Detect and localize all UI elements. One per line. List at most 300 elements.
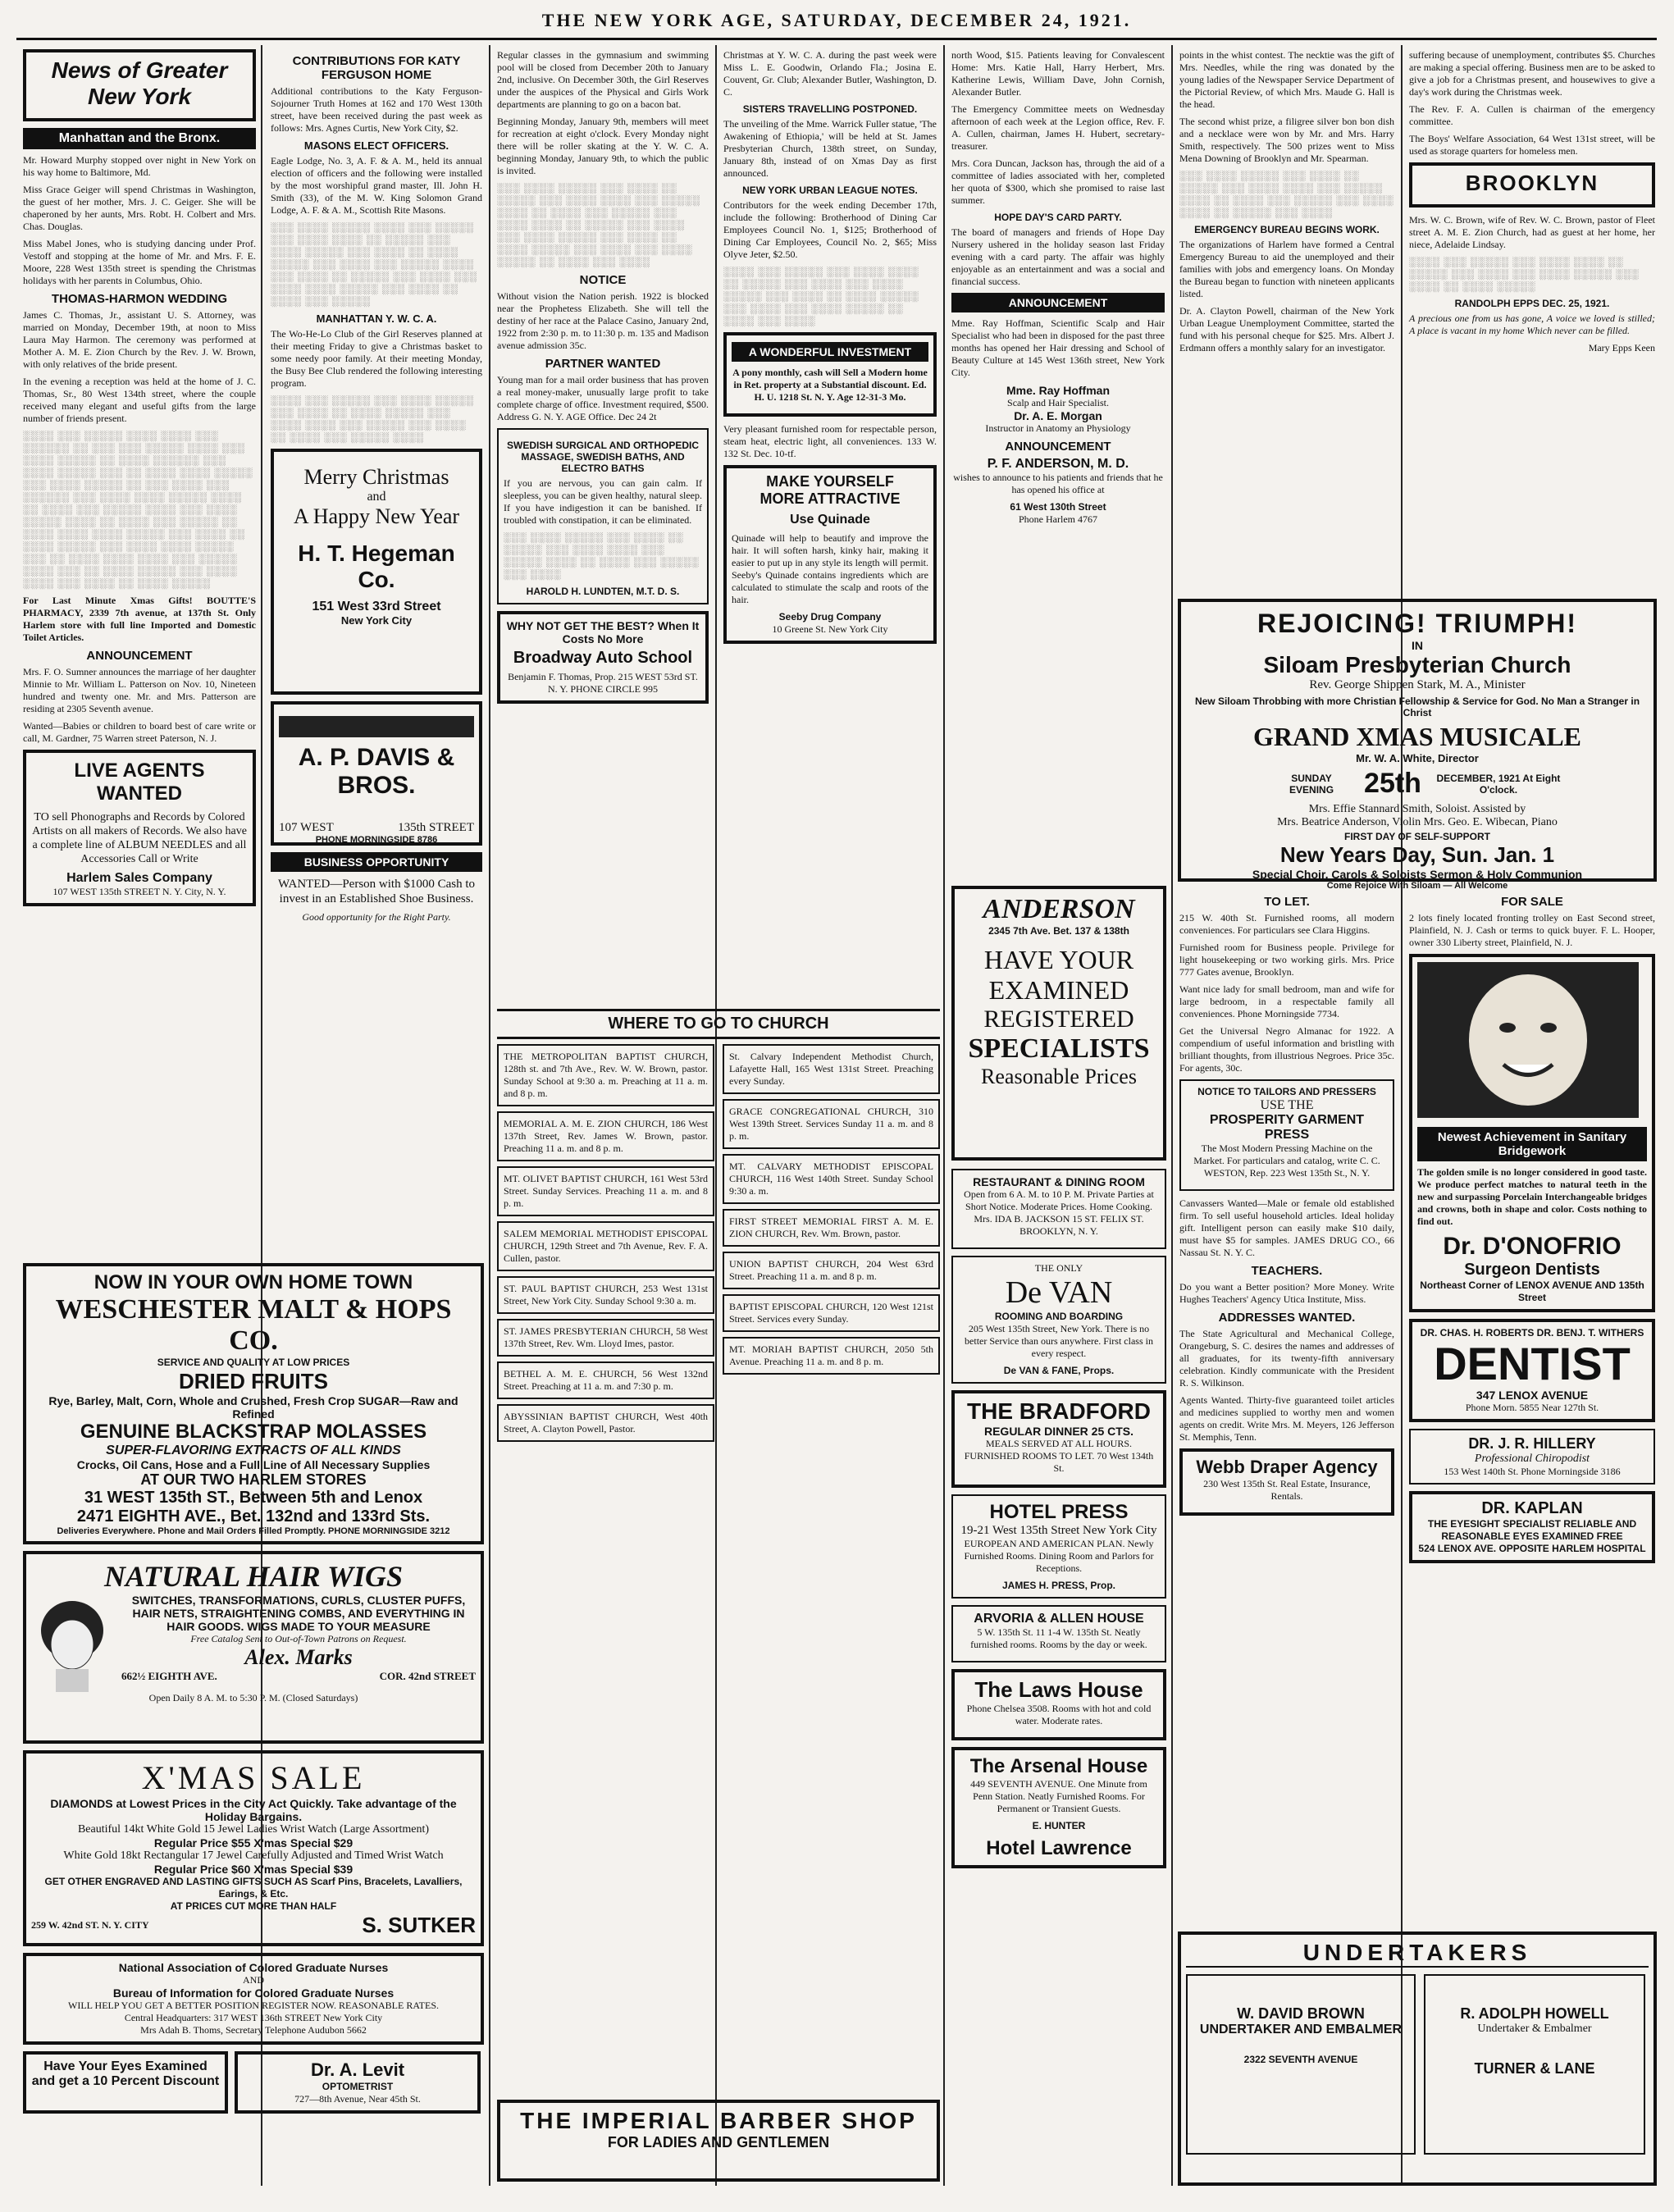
news-item: The Emergency Committee meets on Wednesday afternoon of each week at the Legion office, Rev. F. A. Cullen, chairman, James H. Hubert, secretary-treasurer. xyxy=(951,103,1165,152)
news-item: Miss Mabel Jones, who is studying dancing under Prof. Vestoff and stopping at the home of Mr. and Mrs. F. E. Moore, 228 West 135th street is spending the Christmas holidays with her parents in Columbus, Ohio. xyxy=(23,238,256,286)
illegible-text: ░░░░ ░░░ ░░░░░ ░░░ ░░░░ ░░░░ ░░ ░░░░░ ░░░ ░░░░ ░░░ ░░░░ ░░░░░ ░░░ ░░░░ ░░ ░░░░ ░░░░░ ░░░ ░░░░ ░░░ ░░░░ ░░░░░ ░░ ░░░░ ░░░ ░░░░ xyxy=(723,266,919,326)
ad-headline: MORE ATTRACTIVE xyxy=(759,490,901,507)
ad-body: 205 West 135th Street, New York. There is no better Service than ours anywhere. First class in every respect. xyxy=(965,1323,1153,1359)
ad-body: If you are nervous, you can gain calm. If sleepless, you can be given healthy, natural sleep. If you have indigestion it can be banished. If troubled with constipation, it can be eliminated. xyxy=(504,477,702,526)
ad-name: Mme. Ray Hoffman xyxy=(1006,384,1111,397)
wigs-ad-body-row xyxy=(31,1594,476,1692)
ad-company: Webb Draper Agency xyxy=(1196,1457,1378,1477)
ad-product: DRIED FRUITS xyxy=(179,1369,328,1393)
event-date-row xyxy=(1188,768,1647,800)
ad-props: JAMES H. PRESS, Prop. xyxy=(1001,1580,1116,1591)
column-6 xyxy=(1179,49,1394,591)
ad-headline: RESTAURANT & DINING ROOM xyxy=(973,1175,1145,1188)
ad-price: Regular Price $55 X'mas Special $29 xyxy=(153,1836,354,1849)
greeting-line: Merry Christmas xyxy=(303,465,449,489)
classified-ad: Canvassers Wanted—Male or female old established firm. To sell useful household articles. Ideal holiday gift. Intelligent person can easily make $10 daily, must have $5 for samples. JAMES DRUG CO., 66 Nassau St. N. Y. C. xyxy=(1179,1197,1394,1258)
ad-headline: X'MAS SALE xyxy=(141,1759,366,1796)
column-1 xyxy=(23,49,256,1251)
ad-company: THE BRADFORD xyxy=(967,1398,1151,1424)
directory-columns xyxy=(497,1044,940,1447)
ad-headline: MAKE YOURSELF xyxy=(766,473,894,490)
church-listing: BETHEL A. M. E. CHURCH, 56 West 132nd Street. Preaching at 11 a. m. and 7:30 p. m. xyxy=(497,1361,714,1399)
section-title: UNDERTAKERS xyxy=(1186,1940,1649,1968)
ad-company: De VAN xyxy=(1005,1275,1113,1310)
ad-headline: WHY NOT GET THE BEST? When It Costs No More xyxy=(506,619,700,645)
ad-company: ARVORIA & ALLEN HOUSE xyxy=(974,1612,1144,1626)
classified-ad: Do you want a Better position? More Money. Write Hughes Teachers' Agency Utica Institute, Miss. xyxy=(1179,1281,1394,1305)
ad-body: AT OUR TWO HARLEM STORES xyxy=(140,1471,367,1488)
ad-body: Phone Chelsea 3508. Rooms with hot and cold water. Moderate rates. xyxy=(966,1703,1152,1726)
classified-ad: 215 W. 40th St. Furnished rooms, all modern conveniences. For particulars see Clara Higgins. xyxy=(1179,912,1394,936)
ad-company: The Arsenal House xyxy=(969,1755,1148,1777)
section-banner xyxy=(1409,162,1655,208)
news-item: Eagle Lodge, No. 3, A. F. & A. M., held its annual election of officers and the following were installed by the most worshipful grand master, Ill. John H. Smith (33), of the M. W. King Solomon Grand Lodge, A. F. & A. M., Scottish Rite Masons. xyxy=(271,155,482,216)
church-listing: GRACE CONGREGATIONAL CHURCH, 310 West 139th Street. Services Sunday 11 a. m. and 8 p. m. xyxy=(723,1099,940,1149)
ad-text: FIRST DAY OF SELF-SUPPORT xyxy=(1343,831,1491,842)
column-5 xyxy=(951,49,1165,615)
dentist-roberts-ad xyxy=(1409,1319,1655,1422)
illegible-text: ░░░ ░░░░ ░░░░░ ░░░░ ░░░ ░░░░░ ░░░ ░░░░ ░░░░ ░░ ░░░░░ ░░░ ░░░░ ░░░░░ ░░░ ░░░░ ░░ ░░░░ ░░░░░ ░░░ ░░░░ ░░░ ░░░░░ ░░░░ ░░░ ░░░░ ░░ ░░░░░ ░░░ ░░░░ ░░░ ░░░░ ░░░░ ░░░░░ ░░░ ░░░░ ░░ ░░░░ ░░░ ░░░░░ xyxy=(271,221,478,307)
ad-address: New York City xyxy=(340,614,413,627)
ad-address-row xyxy=(279,821,474,835)
masthead-rule xyxy=(16,38,1657,40)
column-4 xyxy=(723,49,937,951)
levit-ad xyxy=(235,2051,481,2114)
ad-tagline: New Siloam Throbbing with more Christian Fellowship & Service for God. No Man a Stranger in Christ xyxy=(1194,696,1640,718)
ad-address: 2471 EIGHTH AVE., Bet. 132nd and 133rd Sts. xyxy=(76,1507,431,1526)
anderson-optical-ad xyxy=(951,886,1166,1161)
ad-tagline: SERVICE AND QUALITY AT LOW PRICES xyxy=(157,1357,350,1368)
illegible-text: ░░░ ░░░░ ░░░░░ ░░░ ░░░░ ░░ ░░░░░ ░░░ ░░░░ ░░░░ ░░░ ░░░░░ ░░░░ ░░ ░░░░ ░░░ ░░░░░ ░░░ ░░░░ xyxy=(504,531,700,580)
ad-company: Dr. D'ONOFRIO xyxy=(1443,1233,1622,1260)
laws-house-ad xyxy=(951,1669,1166,1740)
article-headline: RANDOLPH EPPS DEC. 25, 1921. xyxy=(1454,298,1610,309)
event-title: New Years Day, Sun. Jan. 1 xyxy=(1279,842,1555,867)
church-listing: MT. CALVARY METHODIST EPISCOPAL CHURCH, 116 West 140th Street. Sunday School 9:30 a. m. xyxy=(723,1154,940,1204)
ad-phone: PHONE MORNINGSIDE 8786 xyxy=(315,835,438,845)
ad-headline: Newest Achievement in Sanitary Bridgework xyxy=(1417,1127,1647,1161)
column-6-lower xyxy=(1179,890,1394,1923)
ad-address: 524 LENOX AVE. OPPOSITE HARLEM HOSPITAL xyxy=(1418,1543,1646,1554)
ad-company: Hotel Lawrence xyxy=(986,1837,1132,1859)
ad-line: Reasonable Prices xyxy=(981,1065,1137,1088)
classified-ad: Get the Universal Negro Almanac for 1922. A compendium of useful information and bristling with brilliant thoughts, from illustrious Negroes. Price 35c. For agents, 30c. xyxy=(1179,1025,1394,1074)
swedish-massage-ad xyxy=(497,428,709,604)
ad-company: H. T. Hegeman Co. xyxy=(298,540,455,592)
column-rule xyxy=(489,45,490,2186)
ad-address: Central Headquarters: 317 WEST 136th STREET New York City xyxy=(124,2012,383,2023)
column-3 xyxy=(497,49,709,1001)
article-headline: ANNOUNCEMENT xyxy=(86,649,193,663)
ad-subtitle: Surgeon Dentists xyxy=(1464,1261,1600,1279)
ad-hours: Open Daily 8 A. M. to 5:30 P. M. (Closed Saturdays) xyxy=(148,1692,358,1703)
church-listing: ST. PAUL BAPTIST CHURCH, 253 West 131st Street, New York City. Sunday School 9:30 a. m. xyxy=(497,1276,714,1314)
kaplan-ad xyxy=(1409,1491,1655,1563)
ad-company: W. DAVID BROWN xyxy=(1237,2005,1365,2022)
ad-props: De VAN & FANE, Props. xyxy=(1003,1365,1115,1376)
siloam-church-ad xyxy=(1178,599,1657,891)
ad-subtitle: DIAMONDS at Lowest Prices in the City Act Quickly. Take advantage of the Holiday Bargains. xyxy=(50,1797,457,1823)
church-listing: St. Calvary Independent Methodist Church, Lafayette Hall, 165 West 131st Street. Preaching every Sunday. xyxy=(723,1044,940,1094)
ad-address: 19-21 West 135th Street New York City xyxy=(960,1524,1157,1537)
article-headline: CONTRIBUTIONS FOR KATY FERGUSON HOME xyxy=(292,54,461,82)
news-item: Christmas at Y. W. C. A. during the past week were Miss L. E. Goodwin, Orlando Fla.; Josina E. Couvent, Gr. Club; Alexander Butler, Washington, D. C. xyxy=(723,49,937,98)
ad-subtitle: REGULAR DINNER 25 CTS. xyxy=(983,1425,1134,1438)
ad-body: The golden smile is no longer considered in good taste. We produce perfect matches to natural teeth in the new and surpassing Porcelain Interchangeable bridges and crowns, both in shape and color. Costs nothing to find out. xyxy=(1417,1166,1647,1227)
ad-address: 135th STREET xyxy=(398,821,474,834)
wigs-ad xyxy=(23,1551,484,1744)
ad-address: 347 LENOX AVENUE xyxy=(1476,1389,1589,1402)
ad-text: USE THE xyxy=(1260,1098,1314,1112)
news-item: Regular classes in the gymnasium and swimming pool will be closed from December 20th to January 2nd, inclusive. On December 30th, the Girl Reserves under the auspices of the Physical and Girls Work departments are planning to go on a bacon bat. xyxy=(497,49,709,110)
news-item: suffering because of unemployment, contributes $5. Churches are making a special offering. Business men are to be asked to give a job for a Christmas present, and housewives to give a day's work during the Christmas week. xyxy=(1409,49,1655,98)
ad-address: 151 West 33rd Street xyxy=(312,600,441,613)
classified-ad: Agents Wanted. Thirty-five guaranteed toilet articles and medicines supplied to worthy men and women agents on credit. Write Mrs. M. Meyers, 126 Jefferson St. Memphis, Tenn. xyxy=(1179,1394,1394,1443)
column-5-lower xyxy=(951,1169,1166,2186)
news-item: In the evening a reception was held at the home of J. C. Thomas, Sr., 80 West 134th street, where the couple received many elegant and useful gifts from the large number of friends present. xyxy=(23,376,256,424)
article-headline: ADDRESSES WANTED. xyxy=(1218,1311,1356,1325)
ad-company: Seeby Drug Company xyxy=(778,611,882,623)
news-item: The Wo-He-Lo Club of the Girl Reserves planned at their meeting Friday to give a Christmas basket to some needy poor family. At their meeting Monday, the Busy Bee Club rendered the following interesting program. xyxy=(271,328,482,389)
article-headline: ANNOUNCEMENT xyxy=(1005,440,1111,454)
ad-headline: NATURAL HAIR WIGS xyxy=(103,1560,404,1593)
church-listing: ABYSSINIAN BAPTIST CHURCH, West 40th Street, A. Clayton Powell, Pastor. xyxy=(497,1404,714,1442)
ad-headline: NOTICE TO TAILORS AND PRESSERS xyxy=(1197,1086,1376,1097)
column-rule xyxy=(1401,45,1403,2186)
ad-headline: NOW IN YOUR OWN HOME TOWN xyxy=(94,1271,413,1293)
ad-body: MEALS SERVED AT ALL HOURS. FURNISHED ROOMS TO LET. 70 West 134th St. xyxy=(964,1438,1154,1474)
ad-company: Harlem Sales Company xyxy=(66,871,212,885)
ad-address: 31 WEST 135th ST., Between 5th and Lenox xyxy=(84,1489,423,1507)
ad-body: The Most Modern Pressing Machine on the Market. For particulars and catalog, write C. C. WESTON, Rep. 223 West 135th St., N. Y. xyxy=(1193,1142,1380,1179)
ad-company: S. SUTKER xyxy=(362,1913,476,1937)
ad-headline: LIVE AGENTS WANTED xyxy=(74,759,205,805)
article-headline: EMERGENCY BUREAU BEGINS WORK. xyxy=(1194,224,1380,235)
news-item: Dr. A. Clayton Powell, chairman of the New York Urban League Unemployment Committee, started the fund with his personal cheque for $25. Mrs. Albert J. Erdmann offers a monthly salary for an investigator. xyxy=(1179,305,1394,353)
church-listing: MEMORIAL A. M. E. ZION CHURCH, 186 West 137th Street, Rev. James W. Brown, pastor. Preaching 11 a. m. and 8 p. m. xyxy=(497,1111,714,1161)
classified-ad: 2 lots finely located fronting trolley on East Second street, Plainfield, N. J. Cash or terms to quick buyer. F. L. Hooper, owner 330 Liberty street, Plainfield, N. J. xyxy=(1409,912,1655,948)
column-2 xyxy=(271,49,482,1165)
ad-line: SPECIALISTS xyxy=(968,1033,1150,1064)
church-listing: BAPTIST EPISCOPAL CHURCH, 120 West 121st Street. Services every Sunday. xyxy=(723,1294,940,1332)
article-headline: HOPE DAY'S CARD PARTY. xyxy=(994,212,1122,223)
section-title: News of Greater New York xyxy=(51,57,228,109)
imperial-barber-ad xyxy=(497,2100,940,2182)
church-listing: MT. MORIAH BAPTIST CHURCH, 2050 5th Avenue. Preaching 11 a. m. and 8 p. m. xyxy=(723,1337,940,1375)
classified-ad: Very pleasant furnished room for respectable person, steam heat, electric light, all conveniences. 133 W. 132 St. Dec. 10-tf. xyxy=(723,423,937,459)
ad-address: 107 WEST xyxy=(279,821,334,834)
ad-text: AND xyxy=(243,1974,264,1986)
notice-body: Without vision the Nation perish. 1922 is blocked near the Prophetess Elizabeth. She will tell the destiny of her race at the Palace Casino, January 2nd, 1922 from 2:30 p. m. to 11:30 p. m. 135 and Madison avenue admission 35c. xyxy=(497,290,709,351)
ad-company: DR. KAPLAN xyxy=(1481,1499,1583,1517)
ad-address: 2345 7th Ave. Bet. 137 & 138th xyxy=(988,925,1129,937)
poem-signature: Mary Epps Keen xyxy=(1588,342,1655,353)
directory-title: WHERE TO GO TO CHURCH xyxy=(497,1009,940,1039)
news-item: The second whist prize, a filigree silver bon bon dish and a necklace were won by Mr. and Mrs. Harry Smith, respectively. The 500 prizes went to Miss Mena Downing of Brooklyn and Mr. Spearman. xyxy=(1179,116,1394,164)
quinade-ad xyxy=(723,465,937,644)
news-item: Beginning Monday, January 9th, members will meet for recreation at eight o'clock. Every Monday night there will be roller skating at the Y. W. C. A. beginning Monday, January 9th, to which the public is invited. xyxy=(497,116,709,176)
ad-subtitle: OPTOMETRIST xyxy=(322,2081,394,2092)
ad-company: Alex. Marks xyxy=(244,1645,353,1669)
church-name: Siloam Presbyterian Church xyxy=(1263,652,1571,677)
ad-body: EUROPEAN AND AMERICAN PLAN. Newly Furnished Rooms. Dining Room and Parlors for Receptions. xyxy=(964,1538,1154,1574)
ad-headline: National Association of Colored Graduate Nurses xyxy=(118,1961,389,1974)
decorative-banner xyxy=(279,716,474,737)
ad-body: TO sell Phonographs and Records by Colored Artists on all makers of Records. We also have a complete line of ALBUM NEEDLES and all Accessories Call or Write xyxy=(32,811,247,865)
classified-ad: Furnished room for Business people. Privilege for light housekeeping or two working girls. Mrs. Price 777 Gates avenue, Brooklyn. xyxy=(1179,942,1394,978)
ad-body: Deliveries Everywhere. Phone and Mail Orders Filled Promptly. PHONE MORNINGSIDE 3212 xyxy=(57,1526,450,1536)
dentist-ad xyxy=(1409,954,1655,1312)
bottom-left-ads xyxy=(23,1263,484,2186)
ad-price: Regular Price $60 X'mas Special $39 xyxy=(153,1863,354,1876)
ad-body: AT PRICES CUT MORE THAN HALF xyxy=(170,1900,337,1912)
ad-address: 2322 SEVENTH AVENUE xyxy=(1243,2054,1358,2065)
section-banner xyxy=(23,49,256,121)
dentist-portrait-illustration xyxy=(1417,962,1639,1118)
church-listing: MT. OLIVET BAPTIST CHURCH, 161 West 53rd Street. Sunday Services. Preaching 11 a. m. and 8 p. m. xyxy=(497,1166,714,1216)
news-item: The unveiling of the Mme. Warrick Fuller statue, 'The Awakening of Ethiopia,' will be held at St. James Presbyterian Church, 138th street, on Sunday, January 8th, instead of on Xmas Day as first announced. xyxy=(723,118,937,179)
ad-address: Benjamin F. Thomas, Prop. 215 WEST 53rd ST. N. Y. PHONE CIRCLE 995 xyxy=(508,671,698,695)
illegible-text: ░░░ ░░░░ ░░░░░ ░░░ ░░░░ ░░ ░░░░░ ░░░ ░░░░ ░░░░ ░░░ ░░░░░ ░░░░ ░░ ░░░░ ░░░ ░░░░░ ░░░ ░░░░ ░░░░ ░░ ░░░░░ ░░░ ░░░░ xyxy=(1179,170,1394,218)
ad-address: 662½ EIGHTH AVE. xyxy=(121,1670,217,1682)
webb-agency-ad xyxy=(1179,1448,1394,1516)
illegible-text: ░░░░ ░░░ ░░░░░ ░░░ ░░░░ ░░░░░ ░░░ ░░░░ ░░ ░░░░ ░░░░░ ░░░ ░░░░ ░░░░ ░░░ ░░░░░ ░░░ ░░░░ ░░ ░░░░ ░░░ ░░░░░ ░░░░ xyxy=(271,395,475,443)
news-item: Mrs. F. O. Sumner announces the marriage of her daughter Minnie to Mr. William L. Patterson on Nov. 10, Nineteen hundred and twenty one. Mr. and Mrs. Patterson are residing at 2305 Seventh avenue. xyxy=(23,666,256,714)
ad-subtitle: THE EYESIGHT SPECIALIST RELIABLE AND REASONABLE EYES EXAMINED FREE xyxy=(1427,1518,1637,1542)
ad-text: Come Rejoice With Siloam — All Welcome xyxy=(1326,881,1508,891)
ad-item: White Gold 18kt Rectangular 17 Jewel Carefully Adjusted and Timed Wrist Watch xyxy=(63,1849,444,1862)
greeting-line: A Happy New Year xyxy=(293,504,460,528)
illegible-text: ░░░░ ░░░ ░░░░░ ░░░░ ░░░░ ░░░ ░░░░░░ ░░ ░░░ ░░░ ░░░░░ ░░░░ ░░░ ░░░░ ░░░░░ ░░ ░░░░ ░░░░░░ ░░░ ░░░░ ░░░░░ ░░░ ░░ ░░░░ ░░░░ ░░░░░ ░░░ ░░░░ ░░░░░ ░░ ░░░ ░░░░ ░░░ ░░░░░░ ░░░ ░░░░ ░░░░ ░░░░░ ░░░░ ░░ ░░░░ ░░░ ░░░░░ ░░░░ ░░░ ░░░░ ░░░░░ ░░░░ ░░ ░░░░ ░░░ ░░░░░ ░░ ░░░░ ░░░░ ░░░░ ░░░░░ ░░░ ░░░░ ░░ ░░░░ ░░░░░ ░░░ ░░░░ ░░░░ ░░░░░ ░░░ ░░ ░░░░ ░░░░ ░░░░ ░░░ ░░░░░ ░░░░ ░░░ ░░ ░░░░ ░░░░░ ░░░ ░░░░ ░░░░ ░░░ ░░░░ ░░ ░░░░ ░░░░░ xyxy=(23,430,253,589)
ad-body: A pony monthly, cash will Sell a Modern home in Ret. property at a Substantial discount. Ed. H. U. 1218 St. N. Y. Age 12-31-3 Mo. xyxy=(732,367,928,403)
ad-company: TURNER & LANE xyxy=(1474,2060,1595,2077)
arsenal-house-ad xyxy=(951,1747,1166,1868)
nurses-ad xyxy=(23,1953,484,2045)
ad-body: GET OTHER ENGRAVED AND LASTING GIFTS SUCH AS Scarf Pins, Bracelets, Lavalliers, Earings, & Etc. xyxy=(44,1876,463,1900)
ad-body: 5 W. 135th St. 11 1-4 W. 135th St. Neatly furnished rooms. Rooms by the day or week. xyxy=(970,1626,1147,1650)
ad-subtitle: Instructor in Anatomy an Physiology xyxy=(985,422,1131,434)
bradford-ad xyxy=(951,1390,1166,1488)
ad-body: 230 West 135th St. Real Estate, Insurance, Rentals. xyxy=(1203,1478,1371,1502)
ad-product: Use Quinade xyxy=(790,513,870,527)
event-title: GRAND XMAS MUSICALE xyxy=(1252,722,1581,751)
news-item: The board of managers and friends of Hope Day Nursery ushered in the holiday season last Friday evening with a card party. The affair was highly enjoyable as an entertainment and was a social and financial success. xyxy=(951,226,1165,287)
assistants: Mrs. Beatrice Anderson, Violin Mrs. Geo. E. Wibecan, Piano xyxy=(1277,816,1558,828)
soloist: Mrs. Effie Stannard Smith, Soloist. Assisted by xyxy=(1308,803,1526,815)
ad-address: 107 WEST 135th STREET N. Y. City, N. Y. xyxy=(52,886,226,897)
ad-subtitle: FOR LADIES AND GENTLEMEN xyxy=(607,2134,830,2150)
ad-body: Rye, Barley, Malt, Corn, Whole and Crushed, Fresh Crop SUGAR—Raw and Refined xyxy=(48,1394,458,1421)
ad-props: E. HUNTER xyxy=(1032,1820,1086,1831)
church-listing: THE METROPOLITAN BAPTIST CHURCH, 128th st. and 7th Ave., Rev. W. W. Brown, pastor. Sunday School at 9:30 a. m. Preaching at 11 a. m. and 8 p. m. xyxy=(497,1044,714,1106)
garment-press-ad xyxy=(1179,1079,1394,1191)
ad-phone: Phone Harlem 4767 xyxy=(1019,513,1097,525)
undertakers-row xyxy=(1186,1974,1649,2161)
column-7 xyxy=(1409,49,1655,591)
classified-ad: Wanted—Babies or children to board best of care write or call, M. Gardner, 75 Warren street Paterson, N. J. xyxy=(23,720,256,744)
eye-exam-ad xyxy=(23,2051,228,2114)
hotel-press-ad xyxy=(951,1494,1166,1599)
undertaker-ad xyxy=(1186,1974,1416,2155)
ad-company: DR. J. R. HILLERY xyxy=(1468,1435,1596,1452)
ad-item: Beautiful 14kt White Gold 15 Jewel Ladies Wrist Watch (Large Assortment) xyxy=(77,1823,430,1836)
wigs-ad-text xyxy=(121,1594,476,1692)
event-time: DECEMBER, 1921 At Eight O'clock. xyxy=(1436,772,1561,796)
ad-subtitle: Undertaker & Embalmer xyxy=(1477,2023,1592,2035)
optometrist-row xyxy=(23,2051,484,2120)
ad-text: THE ONLY xyxy=(1034,1262,1083,1274)
poem: A precious one from us has gone, A voice we loved is stilled; A place is vacant in my home Which never can be filled. xyxy=(1409,312,1655,336)
ad-body: Quinade will help to beautify and improve the hair. It will soften harsh, kinky hair, making it easier to put up in any style its length will permit. Seeby's Quinade contains ingredients which are calculated to stimulate the scalp and roots of the hair. xyxy=(732,532,928,605)
ad-product: PROSPERITY GARMENT PRESS xyxy=(1209,1113,1365,1142)
ad-subtitle: Professional Chiropodist xyxy=(1474,1453,1590,1465)
church-listing: FIRST STREET MEMORIAL FIRST A. M. E. ZION CHURCH, Rev. Wm. Brown, pastor. xyxy=(723,1209,940,1247)
davis-ad xyxy=(271,701,482,846)
ad-company: A. P. DAVIS & BROS. xyxy=(298,744,455,799)
restaurant-ad xyxy=(951,1169,1166,1249)
ad-headline: REJOICING! TRIUMPH! xyxy=(1257,609,1577,638)
church-listing: UNION BAPTIST CHURCH, 204 West 63rd Street. Preaching 11 a. m. and 8 p. m. xyxy=(723,1252,940,1289)
agents-ad xyxy=(23,750,256,906)
column-rule xyxy=(943,45,945,2186)
ad-subtitle: UNDERTAKER AND EMBALMER xyxy=(1199,2023,1403,2036)
ad-line: EXAMINED xyxy=(988,975,1129,1005)
news-item: The organizations of Harlem have formed a Central Emergency Bureau to aid the unemployed and their families with jobs and emergency loans. On Monday the Bureau began to function with nineteen applicants listed. xyxy=(1179,239,1394,299)
ad-body: Open from 6 A. M. to 10 P. M. Private Parties at Short Notice. Moderate Prices. Home Cooking. Mrs. IDA B. JACKSON 15 ST. FELIX ST. BROOKLYN, N. Y. xyxy=(964,1188,1154,1237)
subsection-title: Manhattan and the Bronx. xyxy=(23,128,256,149)
church-listing: ST. JAMES PRESBYTERIAN CHURCH, 58 West 137th Street, Rev. Wm. Lloyd Imes, pastor. xyxy=(497,1319,714,1357)
ad-body: 449 SEVENTH AVENUE. One Minute from Penn Station. Neatly Furnished Rooms. For Permanent or Transient Guests. xyxy=(970,1778,1147,1814)
ad-body: wishes to announce to his patients and friends that he has opened his office at xyxy=(953,472,1163,495)
news-item: Additional contributions to the Katy Ferguson-Sojourner Truth Homes at 162 and 170 West 130th street, have been received during the past week as follows: Mrs. Agnes Curtis, New York City, $2. xyxy=(271,85,482,134)
news-item: The Rev. F. A. Cullen is chairman of the emergency committee. xyxy=(1409,103,1655,127)
ad-text: Special Choir, Carols & Soloists Sermon & Holy Communion xyxy=(1252,868,1583,881)
ad-footer-row xyxy=(31,1913,476,1938)
news-item: points in the whist contest. The necktie was the gift of Mrs. Needles, while the ring was donated by the young ladies of the Newspaper Service Department of the Pictorial Review, of which Mrs. Maude G. Hall is the head. xyxy=(1179,49,1394,110)
ad-body: SWITCHES, TRANSFORMATIONS, CURLS, CLUSTER PUFFS, HAIR NETS, STRAIGHTENING COMBS, AND EVERYTHING IN HAIR GOODS. WIGS MADE TO YOUR MEASURE xyxy=(131,1594,466,1633)
ad-name: P. F. ANDERSON, M. D. xyxy=(987,457,1129,471)
ad-headline: DENTIST xyxy=(1434,1338,1631,1389)
classified-ad: The State Agricultural and Mechanical College, Orangeburg, S. C. desires the names and addresses of all graduates, for its twenty-fifth anniversary celebration. Kindly communicate with the President R. S. Wilkinson. xyxy=(1179,1328,1394,1389)
undertaker-ad xyxy=(1424,1974,1645,2155)
article-headline: NEW YORK URBAN LEAGUE NOTES. xyxy=(742,185,918,196)
section-title: BROOKLYN xyxy=(1465,171,1599,195)
director: Mr. W. A. White, Director xyxy=(1356,752,1479,764)
pastor-name: Rev. George Shippen Stark, M. A., Minister xyxy=(1309,678,1526,691)
news-item: The Boys' Welfare Association, 64 West 131st street, will be used as storage quarters for homeless men. xyxy=(1409,133,1655,157)
investment-ad xyxy=(723,332,937,417)
woman-portrait-illustration xyxy=(31,1594,113,1692)
chiropodist-ad xyxy=(1409,1429,1655,1485)
ad-company: THE IMPERIAL BARBER SHOP xyxy=(520,2108,917,2133)
directory-column xyxy=(497,1044,714,1447)
illegible-text: ░░░ ░░░░ ░░░░░ ░░░ ░░░░ ░░ ░░░░░ ░░░ ░░░░ ░░░░ ░░░ ░░░░░ ░░░░ ░░ ░░░░ ░░░ ░░░░░ ░░░ ░░░░ ░░░░ ░░ ░░░░░ ░░░ ░░░░ ░░░ ░░░░ ░░░░░ ░░░ ░░░░ ░░ ░░░░ ░░░░░ ░░░ ░░░░ ░░░ ░░░░ ░░░░░ ░░ ░░░░ ░░░ ░░░░ xyxy=(497,182,701,267)
directory-column xyxy=(723,1044,940,1447)
ad-address: Northeast Corner of LENOX AVENUE AND 135th Street xyxy=(1420,1279,1644,1303)
article-headline: TO LET. xyxy=(1264,895,1310,909)
ad-address: 61 West 130th Street xyxy=(1010,501,1106,513)
masthead: THE NEW YORK AGE, SATURDAY, DECEMBER 24, 1921. xyxy=(541,10,1132,30)
ad-address: COR. 42nd STREET xyxy=(379,1670,476,1682)
ad-address: 727—8th Avenue, Near 45th St. xyxy=(294,2093,421,2105)
ad-company: Dr. A. Levit xyxy=(310,2059,405,2080)
event-date-label: SUNDAY EVENING xyxy=(1289,772,1334,796)
column-rule xyxy=(1171,45,1173,2186)
undertakers-section xyxy=(1178,1932,1657,2186)
news-item: James C. Thomas, Jr., assistant U. S. Attorney, was married on Monday, December 19th, at noon to Miss Laura May Harmon. The ceremony was performed at Mother A. M. E. Zion Church by the Rev. J. W. Brown, with only relatives of the bride present. xyxy=(23,309,256,370)
ad-address: 259 W. 42nd ST. N. Y. CITY xyxy=(31,1919,149,1931)
ad-headline: A WONDERFUL INVESTMENT xyxy=(732,342,928,362)
article-headline: TEACHERS. xyxy=(1251,1264,1323,1278)
ad-body: Mme. Ray Hoffman, Scientific Scalp and Hair Specialist who had been in disposed for the past three months has opened her Hair dressing and School of Beauty Culture at 145 West 136th street, New York City. xyxy=(951,317,1165,378)
news-item: Mrs. W. C. Brown, wife of Rev. W. C. Brown, pastor of Fleet street A. M. E. Zion Church, had as guest at her home, her niece, Adelaide Lindsay. xyxy=(1409,214,1655,250)
ad-body: Crocks, Oil Cans, Hose and a Full Line of All Necessary Supplies xyxy=(76,1458,431,1471)
ad-body: WANTED—Person with $1000 Cash to invest in an Established Shoe Business. xyxy=(278,878,475,905)
ad-company: Broadway Auto School xyxy=(513,649,693,667)
ad-company: R. ADOLPH HOWELL xyxy=(1460,2005,1609,2022)
church-listing: SALEM MEMORIAL METHODIST EPISCOPAL CHURCH, 129th Street and 7th Avenue, Rev. F. A. Cullen, pastor. xyxy=(497,1221,714,1271)
ad-product: GENUINE BLACKSTRAP MOLASSES xyxy=(80,1421,427,1443)
ad-company: WESCHESTER MALT & HOPS CO. xyxy=(55,1294,452,1356)
ad-address-row xyxy=(121,1670,476,1683)
ad-text: IN xyxy=(1412,639,1423,652)
ad-headline: ANNOUNCEMENT xyxy=(951,293,1165,312)
ad-headline: BUSINESS OPPORTUNITY xyxy=(271,852,482,872)
church-directory xyxy=(497,1009,940,1829)
ad-subtitle: Scalp and Hair Specialist. xyxy=(1007,397,1109,408)
classified-ad: For Last Minute Xmas Gifts! BOUTTE'S PHARMACY, 2339 7th avenue, at 137th St. Only Harlem store with full line Imported and Domestic Toilet Articles. xyxy=(23,595,256,643)
ad-name: Dr. A. E. Morgan xyxy=(1014,409,1102,422)
ad-company: HAROLD H. LUNDTEN, M.T. D. S. xyxy=(526,586,680,597)
ad-address: 10 Greene St. New York City xyxy=(772,623,888,635)
article-headline: SISTERS TRAVELLING POSTPONED. xyxy=(742,103,918,115)
article-headline: THOMAS-HARMON WEDDING xyxy=(51,292,228,306)
illegible-text: ░░░░ ░░░ ░░░░░ ░░░ ░░░░ ░░░░ ░░ ░░░░░ ░░░ ░░░░ ░░░ ░░░░ ░░░░░ ░░░ ░░░░ ░░ ░░░░ ░░░░░ xyxy=(1409,256,1640,292)
ad-line: HAVE YOUR xyxy=(983,945,1134,974)
news-item: north Wood, $15. Patients leaving for Convalescent Home: Mrs. Katie Hall, Harry Herbert, Mrs. Katherine Lewis, William Dave, John Cornish, Alexander Butler. xyxy=(951,49,1165,98)
event-date: 25th xyxy=(1364,768,1421,799)
ad-body: WILL HELP YOU GET A BETTER POSITION REGISTER NOW. REASONABLE RATES. xyxy=(68,2000,439,2011)
auto-school-ad xyxy=(497,611,709,704)
classified-ad: Young man for a mail order business that has proven a real money-maker, unusually large profit to take complete charge of office. Investment required, $500. Address G. N. Y. AGE Office. Dec 24 2t xyxy=(497,374,709,422)
ad-headline: Have Your Eyes Examined and get a 10 Percent Discount xyxy=(31,2059,220,2088)
westchester-ad xyxy=(23,1263,484,1544)
news-item: Miss Grace Geiger will spend Christmas in Washington, the guest of her mother, Mrs. J. C. Geiger. She will be chaperoned by her aunts, Mrs. Robt. H. Colbert and Mrs. Chas. Douglas. xyxy=(23,184,256,232)
ad-company: The Laws House xyxy=(974,1677,1143,1702)
ad-company: ANDERSON xyxy=(983,894,1135,924)
article-headline: FOR SALE xyxy=(1501,895,1563,909)
article-headline: MASONS ELECT OFFICERS. xyxy=(303,139,449,152)
column-7-lower xyxy=(1409,890,1655,1923)
article-headline: PARTNER WANTED xyxy=(545,357,661,371)
ad-body: SUPER-FLAVORING EXTRACTS OF ALL KINDS xyxy=(106,1444,401,1457)
ad-tagline: Good opportunity for the Right Party. xyxy=(302,911,451,923)
greeting-line: and xyxy=(367,490,386,504)
hegeman-ad xyxy=(271,449,482,695)
news-item: Mr. Howard Murphy stopped over night in New York on his way home to Baltimore, Md. xyxy=(23,154,256,178)
ad-company: HOTEL PRESS xyxy=(989,1501,1129,1523)
ad-headline: Bureau of Information for Colored Graduate Nurses xyxy=(112,1986,395,2000)
xmas-sale-ad xyxy=(23,1750,484,1946)
article-headline: NOTICE xyxy=(579,273,627,287)
arvoria-ad xyxy=(951,1605,1166,1662)
ad-headline: SWEDISH SURGICAL AND ORTHOPEDIC MASSAGE, SWEDISH BATHS, AND ELECTRO BATHS xyxy=(506,440,699,474)
devan-ad xyxy=(951,1256,1166,1384)
ad-phone: Phone Morn. 5855 Near 127th St. xyxy=(1465,1402,1599,1413)
news-item: Mrs. Cora Duncan, Jackson has, through the aid of a committee of ladies associated with her, completed her quota of $300, which she promised to raise last summer. xyxy=(951,157,1165,206)
ad-address: 153 West 140th St. Phone Morningside 3186 xyxy=(1444,1466,1621,1477)
ad-contact: Mrs Adah B. Thoms, Secretary Telephone Audubon 5662 xyxy=(140,2024,367,2036)
